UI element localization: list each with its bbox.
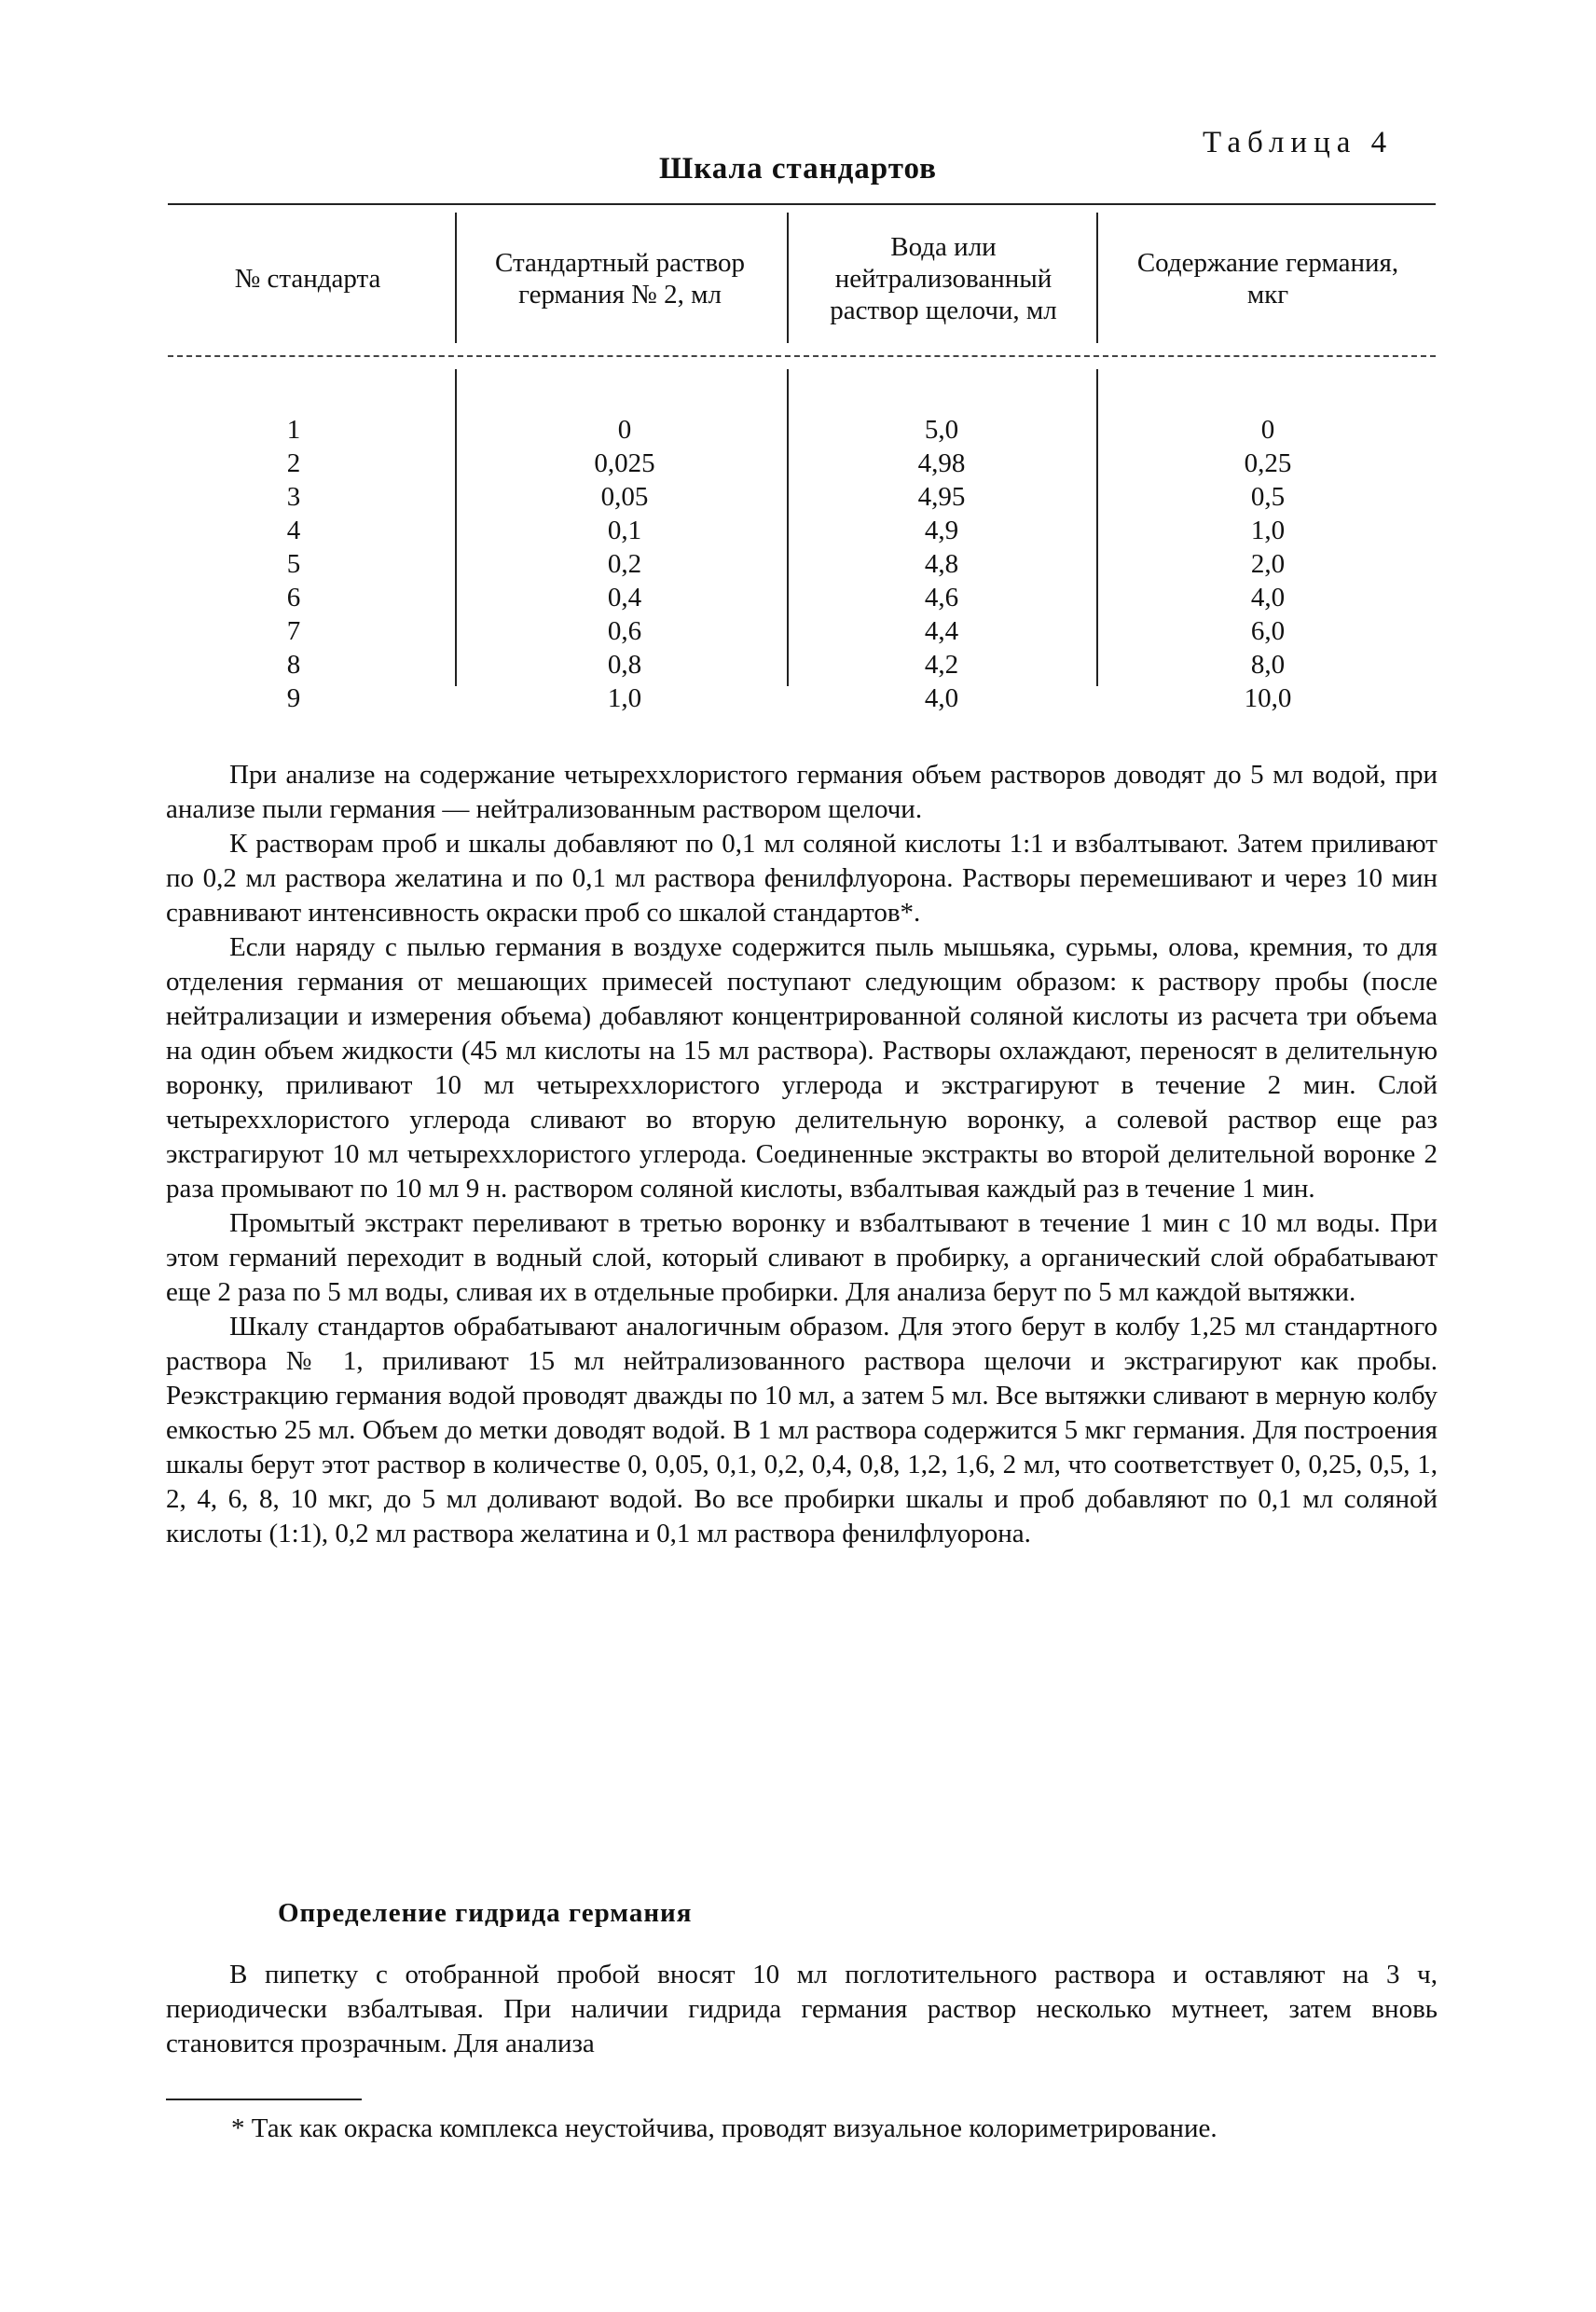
table-cell: 4,0 <box>1250 583 1286 612</box>
table-cell: 9 <box>286 683 301 713</box>
table-cell: 6 <box>286 583 301 612</box>
header-water-or-alkali: Вода или нейтрализованный раствор щелочи, мл <box>830 231 1057 325</box>
table-column-divider <box>787 213 789 343</box>
section-body <box>166 1958 1438 2061</box>
table-cell: 5,0 <box>924 415 959 445</box>
table-cell: 10,0 <box>1244 683 1292 713</box>
table-column-divider <box>455 213 457 343</box>
table-title: Шкала стандартов <box>659 152 937 186</box>
footnote-rule <box>166 2099 362 2100</box>
table-cell: 4,8 <box>924 549 959 579</box>
table-cell: 8 <box>286 650 301 680</box>
table-cell: 0,4 <box>607 583 642 612</box>
header-standard-number: № стандарта <box>234 263 381 294</box>
column-germanium-content <box>1203 413 1333 715</box>
paragraph: В пипетку с отобранной пробой вносят 10 мл поглотительного раствора и оставляют на 3 ч, периодически взбалтывая. При наличии гидрида германия раствор несколько мутнеет, затем вновь становится прозрачным. Для анализа <box>166 1960 1438 2058</box>
table-column-divider <box>1096 213 1098 343</box>
table-cell: 0,05 <box>600 482 649 512</box>
table-column-divider <box>455 369 457 686</box>
table-cell: 6,0 <box>1250 616 1286 646</box>
table-cell: 4,98 <box>917 448 966 478</box>
paragraph: Промытый экстракт переливают в третью воронку и взбалтывают в течение 1 мин с 10 мл воды. При этом германий переходит в водный слой, который сливают в пробирку, а органический слой обрабатывают еще 2 раза по 5 мл воды, сливая их в отдельные пробирки. Для анализа берут по 5 мл каждой вытяжки. <box>166 1208 1438 1307</box>
paragraph: Шкалу стандартов обрабатывают аналогичным образом. Для этого берут в колбу 1,25 мл стандартного раствора № 1, приливают 15 мл нейтрализованного раствора щелочи и экстрагируют как пробы. Реэкстракцию германия водой проводят дважды по 10 мл, а затем 5 мл. Все вытяжки сливают в мерную колбу емкостью 25 мл. Объем до метки доводят водой. В 1 мл раствора содержится 5 мкг германия. Для построения шкалы берут этот раствор в количестве 0, 0,05, 0,1, 0,2, 0,4, 0,8, 1,2, 1,6, 2 мл, что соответствует 0, 0,25, 0,5, 1, 2, 4, 6, 8, 10 мкг, до 5 мл доливают водой. Во все пробирки шкалы и проб добавляют по 0,1 мл соляной кислоты (1:1), 0,2 мл раствора желатина и 0,1 мл раствора фенилфлуорона. <box>166 1312 1438 1548</box>
table-cell: 4,6 <box>924 583 959 612</box>
standards-table <box>168 203 1436 725</box>
paragraph: К растворам проб и шкалы добавляют по 0,1 мл соляной кислоты 1:1 и взбалтывают. Затем приливают по 0,2 мл раствора желатина и по 0,1 мл раствора фенилфлуорона. Растворы перемешивают и через 10 мин сравнивают интенсивность окраски проб со шкалой стандартов*. <box>166 829 1438 928</box>
table-cell: 4,4 <box>924 616 959 646</box>
table-cell: 0 <box>1260 415 1275 445</box>
table-cell: 4 <box>286 516 301 545</box>
table-cell: 2 <box>286 448 301 478</box>
header-standard-solution: Стандартный раствор германия № 2, мл <box>495 247 745 310</box>
table-cell: 1,0 <box>607 683 642 713</box>
table-top-rule <box>168 203 1436 205</box>
table-cell: 0,25 <box>1244 448 1292 478</box>
table-cell: 0,2 <box>607 549 642 579</box>
body-text <box>166 758 1438 1551</box>
table-cell: 1,0 <box>1250 516 1286 545</box>
table-column-divider <box>1096 369 1098 686</box>
table-cell: 7 <box>286 616 301 646</box>
table-cell: 0,1 <box>607 516 642 545</box>
section-heading: Определение гидрида германия <box>278 1898 693 1928</box>
column-standard-number <box>261 413 326 715</box>
table-cell: 0,8 <box>607 650 642 680</box>
table-cell: 2,0 <box>1250 549 1286 579</box>
table-cell: 0,025 <box>594 448 655 478</box>
paragraph: Если наряду с пылью германия в воздухе содержится пыль мышьяка, сурьмы, олова, кремния, то для отделения германия от мешающих примесей поступают следующим образом: к раствору пробы (после нейтрализации и измерения объема) добавляют концентрированной соляной кислоты из расчета три объема на один объем жидкости (45 мл кислоты на 15 мл раствора). Растворы охлаждают, переносят в делительную воронку, приливают 10 мл четыреххлористого углерода и экстрагируют в течение 2 мин. Слой четыреххлористого углерода сливают во вторую делительную воронку, а солевой раствор еще раз экстрагируют 10 мл четыреххлористого углерода. Соединенные экстракты во второй делительной воронке 2 раза промывают по 10 мл 9 н. раствором соляной кислоты, взбалтывая каждый раз в течение 1 мин. <box>166 932 1438 1204</box>
table-cell: 5 <box>286 549 301 579</box>
table-cell: 4,95 <box>917 482 966 512</box>
footnote: * Так как окраска комплекса неустойчива, проводят визуальное колориметрирование. <box>231 2113 1218 2143</box>
table-cell: 4,9 <box>924 516 959 545</box>
table-cell: 1 <box>286 415 301 445</box>
table-cell: 3 <box>286 482 301 512</box>
column-water-or-alkali <box>876 413 1007 715</box>
table-cell: 0,6 <box>607 616 642 646</box>
column-standard-solution <box>559 413 690 715</box>
table-header-rule <box>168 355 1436 357</box>
header-germanium-content: Содержание германия, мкг <box>1136 247 1399 310</box>
table-cell: 0 <box>617 415 632 445</box>
table-number-label: Таблица 4 <box>1203 126 1394 159</box>
table-cell: 4,2 <box>924 650 959 680</box>
table-column-divider <box>787 369 789 686</box>
table-cell: 4,0 <box>924 683 959 713</box>
table-cell: 0,5 <box>1250 482 1286 512</box>
table-cell: 8,0 <box>1250 650 1286 680</box>
paragraph: При анализе на содержание четыреххлористого германия объем растворов доводят до 5 мл водой, при анализе пыли германия — нейтрализованным раствором щелочи. <box>166 760 1438 824</box>
